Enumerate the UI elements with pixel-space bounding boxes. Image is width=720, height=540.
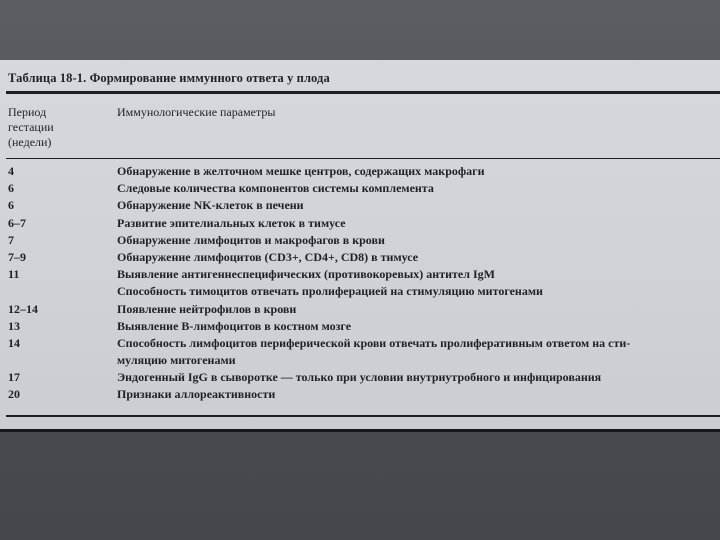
param-cell: Следовые количества компонентов системы комплемента [117,181,434,196]
param-cell: Эндогенный IgG в сыворотке — только при условии внутриутробного и инфицирования [117,369,602,384]
table-row [0,266,720,283]
table-row [0,318,720,335]
header-params: Иммунологические параметры [117,105,276,119]
table-row [0,386,720,403]
table-row [0,215,720,232]
period-cell: 7 [8,232,14,247]
param-cell: Обнаружение в желточном мешке центров, содержащих макрофаги [117,164,485,178]
page-bottom-edge [0,429,720,432]
param-cell: Обнаружение лимфоцитов (CD3+, CD4+, CD8) в тимусе [117,249,419,264]
scanned-table-page [0,60,720,429]
param-cell: Признаки аллореактивности [117,387,276,402]
table-row [0,249,720,266]
param-cell: Обнаружение лимфоцитов и макрофагов в крови [117,232,385,247]
param-line-2: муляцию митогенами [117,352,236,367]
period-cell: 20 [8,387,20,402]
table-row [0,163,720,180]
period-cell: 6–7 [8,215,26,230]
period-cell: 12–14 [8,301,38,316]
period-cell: 6 [8,181,14,196]
param-cell: Развитие эпителиальных клеток в тимусе [117,215,346,230]
table-body [0,163,720,403]
period-cell: 7–9 [8,249,26,264]
table-row [0,301,720,318]
table-row [0,180,720,197]
header-rule [6,158,720,159]
period-cell: 6 [8,198,14,213]
param-cell: Выявление антигеннеспецифических (противокоревых) антител IgM [117,267,495,282]
param-cell: Обнаружение NK-клеток в печени [117,198,304,213]
period-cell: 13 [8,318,20,333]
period-cell: 14 [8,335,20,350]
table-row [0,335,720,369]
period-cell: 11 [8,267,20,282]
period-cell: 4 [8,164,14,178]
bottom-rule [6,415,720,417]
top-rule [6,91,720,94]
table-row [0,369,720,386]
param-line-1: Способность лимфоцитов периферической крови отвечать пролиферативным ответом на сти- [117,335,631,350]
table-row [0,232,720,249]
param-cell: Способность тимоцитов отвечать пролиферацией на стимуляцию митогенами [117,284,543,299]
table-row [0,197,720,214]
period-cell: 17 [8,369,20,384]
param-cell [117,335,715,369]
table-title: Таблица 18-1. Формирование иммунного ответа у плода [8,71,330,85]
header-period: Период гестации (недели) [8,105,54,149]
table-row [0,283,720,300]
param-cell: Выявление В-лимфоцитов в костном мозге [117,318,352,333]
param-cell: Появление нейтрофилов в крови [117,301,297,316]
